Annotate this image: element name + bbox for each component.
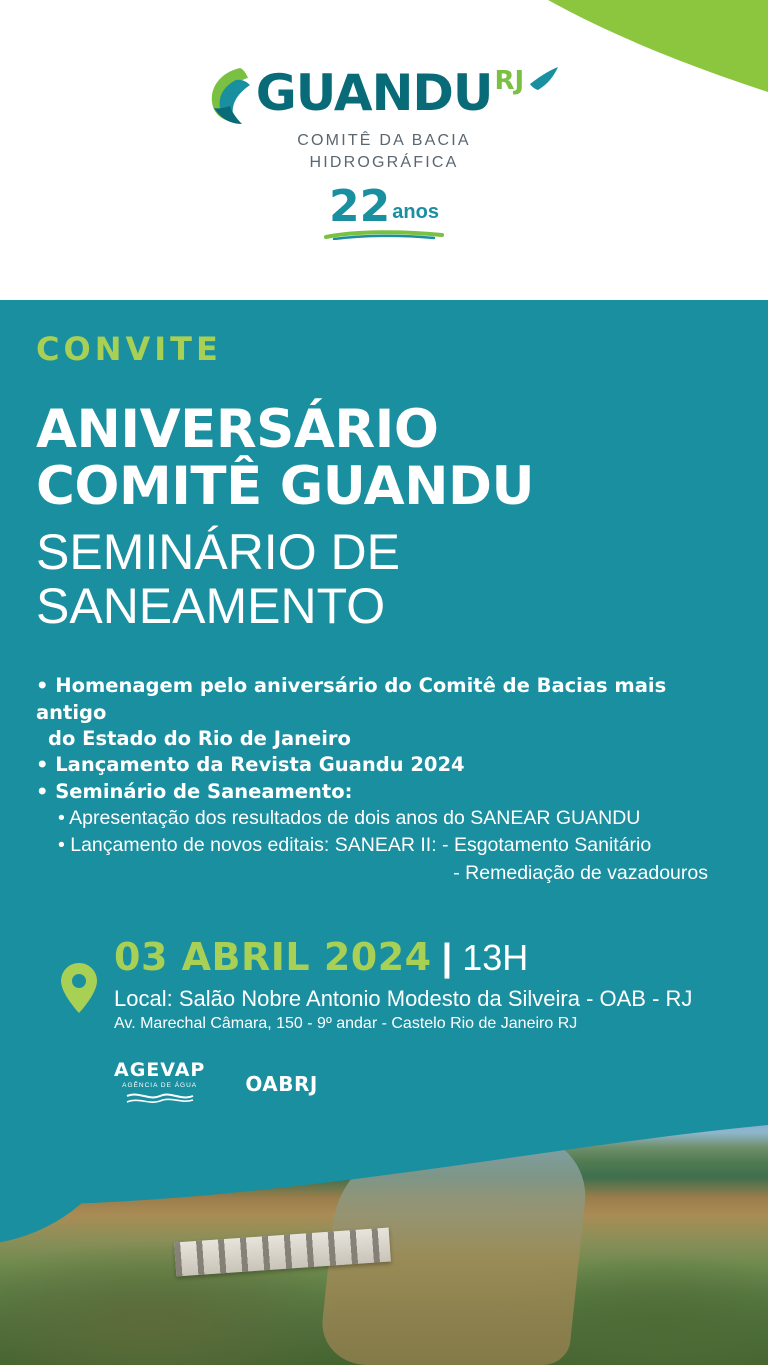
event-details bbox=[36, 935, 732, 1033]
agevap-logo bbox=[114, 1059, 205, 1110]
date-time-separator: | bbox=[441, 936, 453, 979]
agenda-item-4-continuation: - Remediação de vazadouros bbox=[453, 861, 708, 884]
agevap-name: AGEVAP bbox=[114, 1058, 206, 1081]
event-title-line2: COMITÊ GUANDU bbox=[36, 455, 535, 517]
kicker-convite: CONVITE bbox=[36, 330, 222, 368]
location-pin-icon bbox=[58, 961, 100, 1015]
wave-icon bbox=[125, 1091, 195, 1105]
poster-header bbox=[0, 0, 768, 300]
agenda-item-0-continuation: do Estado do Rio de Janeiro bbox=[48, 727, 351, 751]
event-venue: Local: Salão Nobre Antonio Modesto da Silveira - OAB - RJ bbox=[114, 985, 693, 1011]
logo-wordmark: GUANDU bbox=[255, 64, 493, 122]
event-title-line1: ANIVERSÁRIO bbox=[36, 399, 439, 460]
logo-subtitle bbox=[0, 130, 768, 173]
agenda-item-4-text: • Lançamento de novos editais: SANEAR II: - Esgotamento Sanitário bbox=[58, 834, 652, 857]
leaf-icon bbox=[206, 64, 252, 126]
agenda-item-2-text: • Seminário de Saneamento: bbox=[36, 779, 353, 803]
event-time: 13H bbox=[462, 936, 529, 978]
anniversary-number: 22 bbox=[329, 181, 391, 233]
agenda-item-0-text: • Homenagem pelo aniversário do Comitê de Bacias mais antigo bbox=[36, 674, 667, 724]
poster-content bbox=[0, 330, 768, 1110]
event-date: 03 ABRIL 2024 bbox=[114, 934, 432, 979]
logo-subtitle-line1: COMITÊ DA BACIA bbox=[297, 132, 471, 149]
agenda-list bbox=[36, 673, 732, 886]
list-item bbox=[36, 832, 732, 887]
event-subtitle-line1: SEMINÁRIO DE bbox=[36, 524, 400, 581]
logo-rj-suffix: RJ bbox=[494, 66, 525, 96]
bird-icon bbox=[528, 64, 562, 98]
list-item bbox=[36, 779, 732, 805]
logo-subtitle-line2: HIDROGRÁFICA bbox=[309, 153, 459, 171]
event-title bbox=[36, 399, 732, 517]
agenda-item-1-text: • Lançamento da Revista Guandu 2024 bbox=[36, 753, 465, 777]
guandu-logo bbox=[0, 62, 768, 245]
anniversary-badge bbox=[0, 181, 768, 233]
oabrj-logo: OABRJ bbox=[245, 1072, 318, 1097]
event-subtitle-line2: SANEAMENTO bbox=[36, 578, 386, 635]
agevap-tagline: AGÊNCIA DE ÁGUA bbox=[122, 1081, 198, 1089]
event-address: Av. Marechal Câmara, 150 - 9º andar - Castelo Rio de Janeiro RJ bbox=[114, 1014, 578, 1032]
aerial-dam-photo bbox=[0, 1115, 768, 1365]
list-item bbox=[36, 752, 732, 778]
anniversary-swoosh-icon bbox=[324, 230, 444, 240]
anniversary-word: anos bbox=[392, 200, 439, 223]
event-date-row bbox=[114, 935, 732, 980]
partner-logos bbox=[36, 1059, 732, 1110]
event-subtitle bbox=[36, 525, 732, 633]
list-item bbox=[36, 673, 732, 752]
agenda-item-3-text: • Apresentação dos resultados de dois anos do SANEAR GUANDU bbox=[58, 806, 641, 829]
list-item bbox=[36, 805, 732, 832]
